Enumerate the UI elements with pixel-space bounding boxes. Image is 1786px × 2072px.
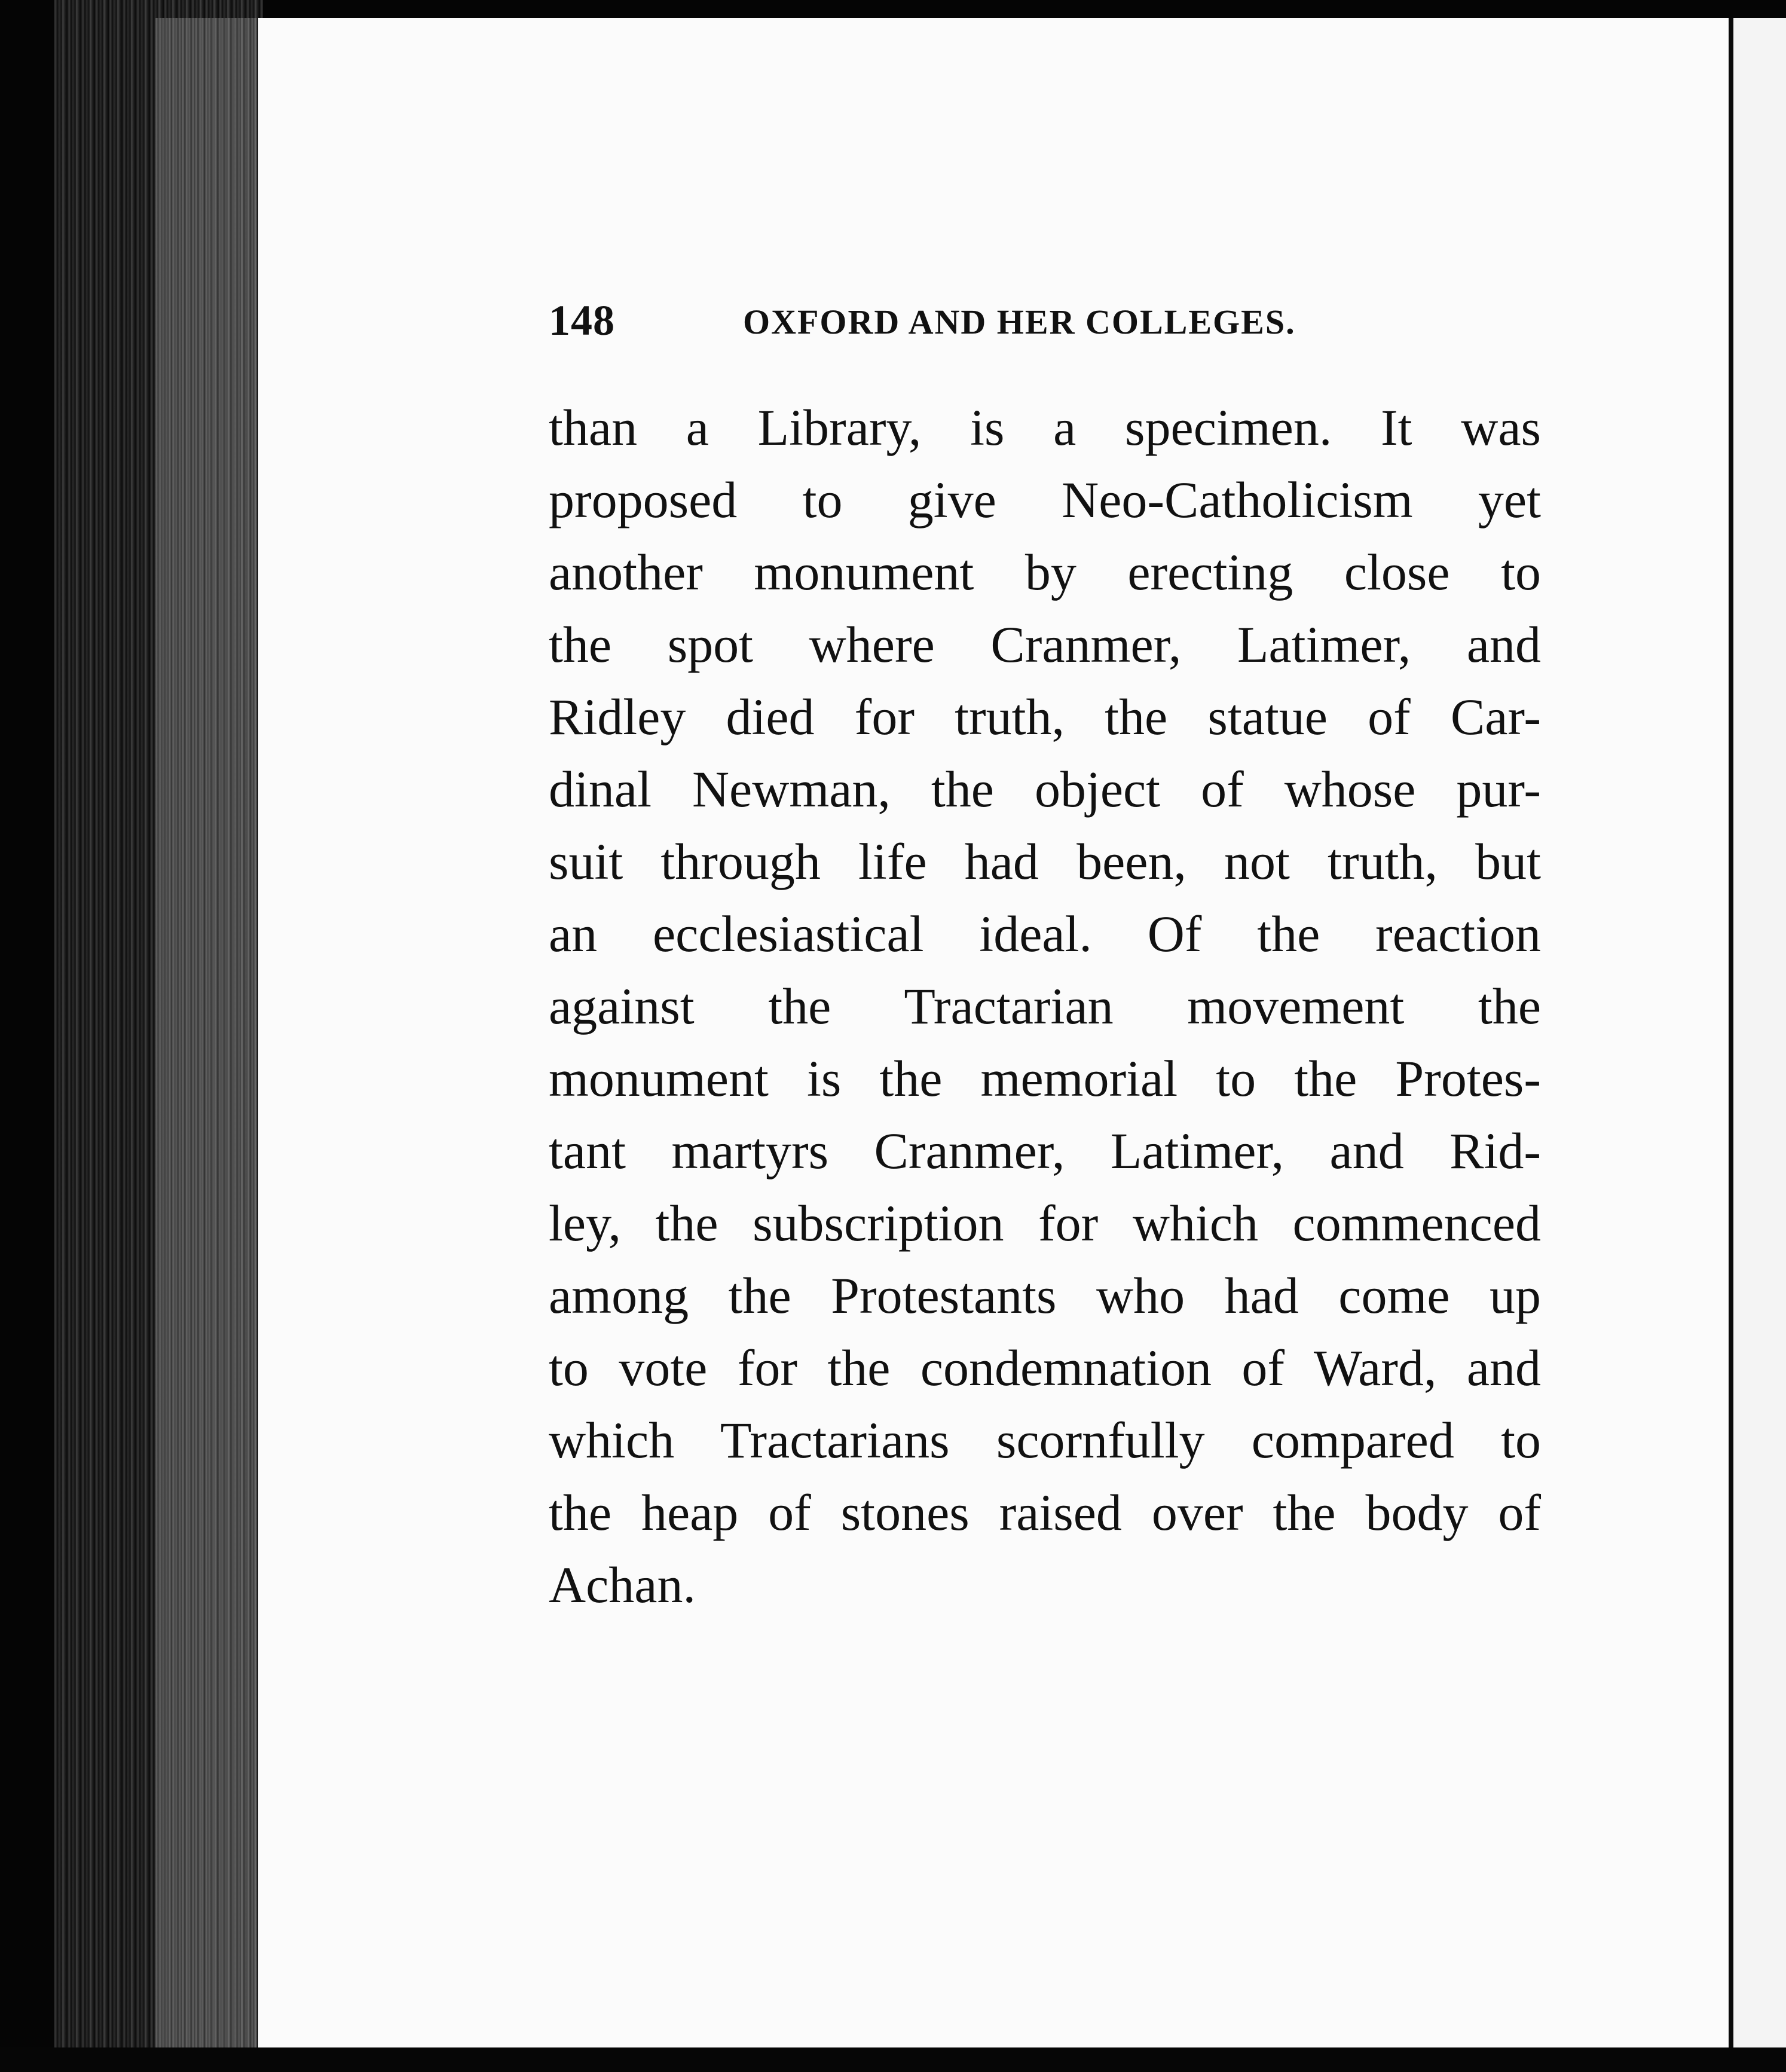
text-line: against the Tractarian movement the xyxy=(549,977,1541,1035)
text-line: dinal Newman, the object of whose pur- xyxy=(549,760,1541,818)
text-line: the spot where Cranmer, Latimer, and xyxy=(549,616,1541,673)
text-line: which Tractarians scornfully compared to xyxy=(549,1411,1541,1469)
text-line: Achan. xyxy=(549,1556,696,1613)
page-header xyxy=(549,296,1541,350)
text-line: ley, the subscription for which commenced xyxy=(549,1194,1541,1252)
page-number: 148 xyxy=(549,297,615,344)
text-line: suit through life had been, not truth, but xyxy=(549,833,1541,890)
text-line: to vote for the condemnation of Ward, and xyxy=(549,1339,1541,1396)
next-page-edge xyxy=(1729,18,1786,2047)
text-line: tant martyrs Cranmer, Latimer, and Rid- xyxy=(549,1122,1541,1179)
body-text xyxy=(549,392,1541,1621)
text-line: among the Protestants who had come up xyxy=(549,1267,1541,1324)
text-line: Ridley died for truth, the statue of Car- xyxy=(549,688,1541,745)
text-line: monument is the memorial to the Protes- xyxy=(549,1050,1541,1107)
text-line: than a Library, is a specimen. It was xyxy=(549,399,1541,456)
text-line: proposed to give Neo-Catholicism yet xyxy=(549,471,1541,528)
text-line: the heap of stones raised over the body of xyxy=(549,1484,1541,1541)
running-title: OXFORD AND HER COLLEGES. xyxy=(743,302,1296,341)
book-edge-pages xyxy=(155,18,257,2050)
text-line: an ecclesiastical ideal. Of the reaction xyxy=(549,905,1541,962)
text-line: another monument by erecting close to xyxy=(549,543,1541,601)
scan-border-bottom xyxy=(0,2047,1786,2072)
